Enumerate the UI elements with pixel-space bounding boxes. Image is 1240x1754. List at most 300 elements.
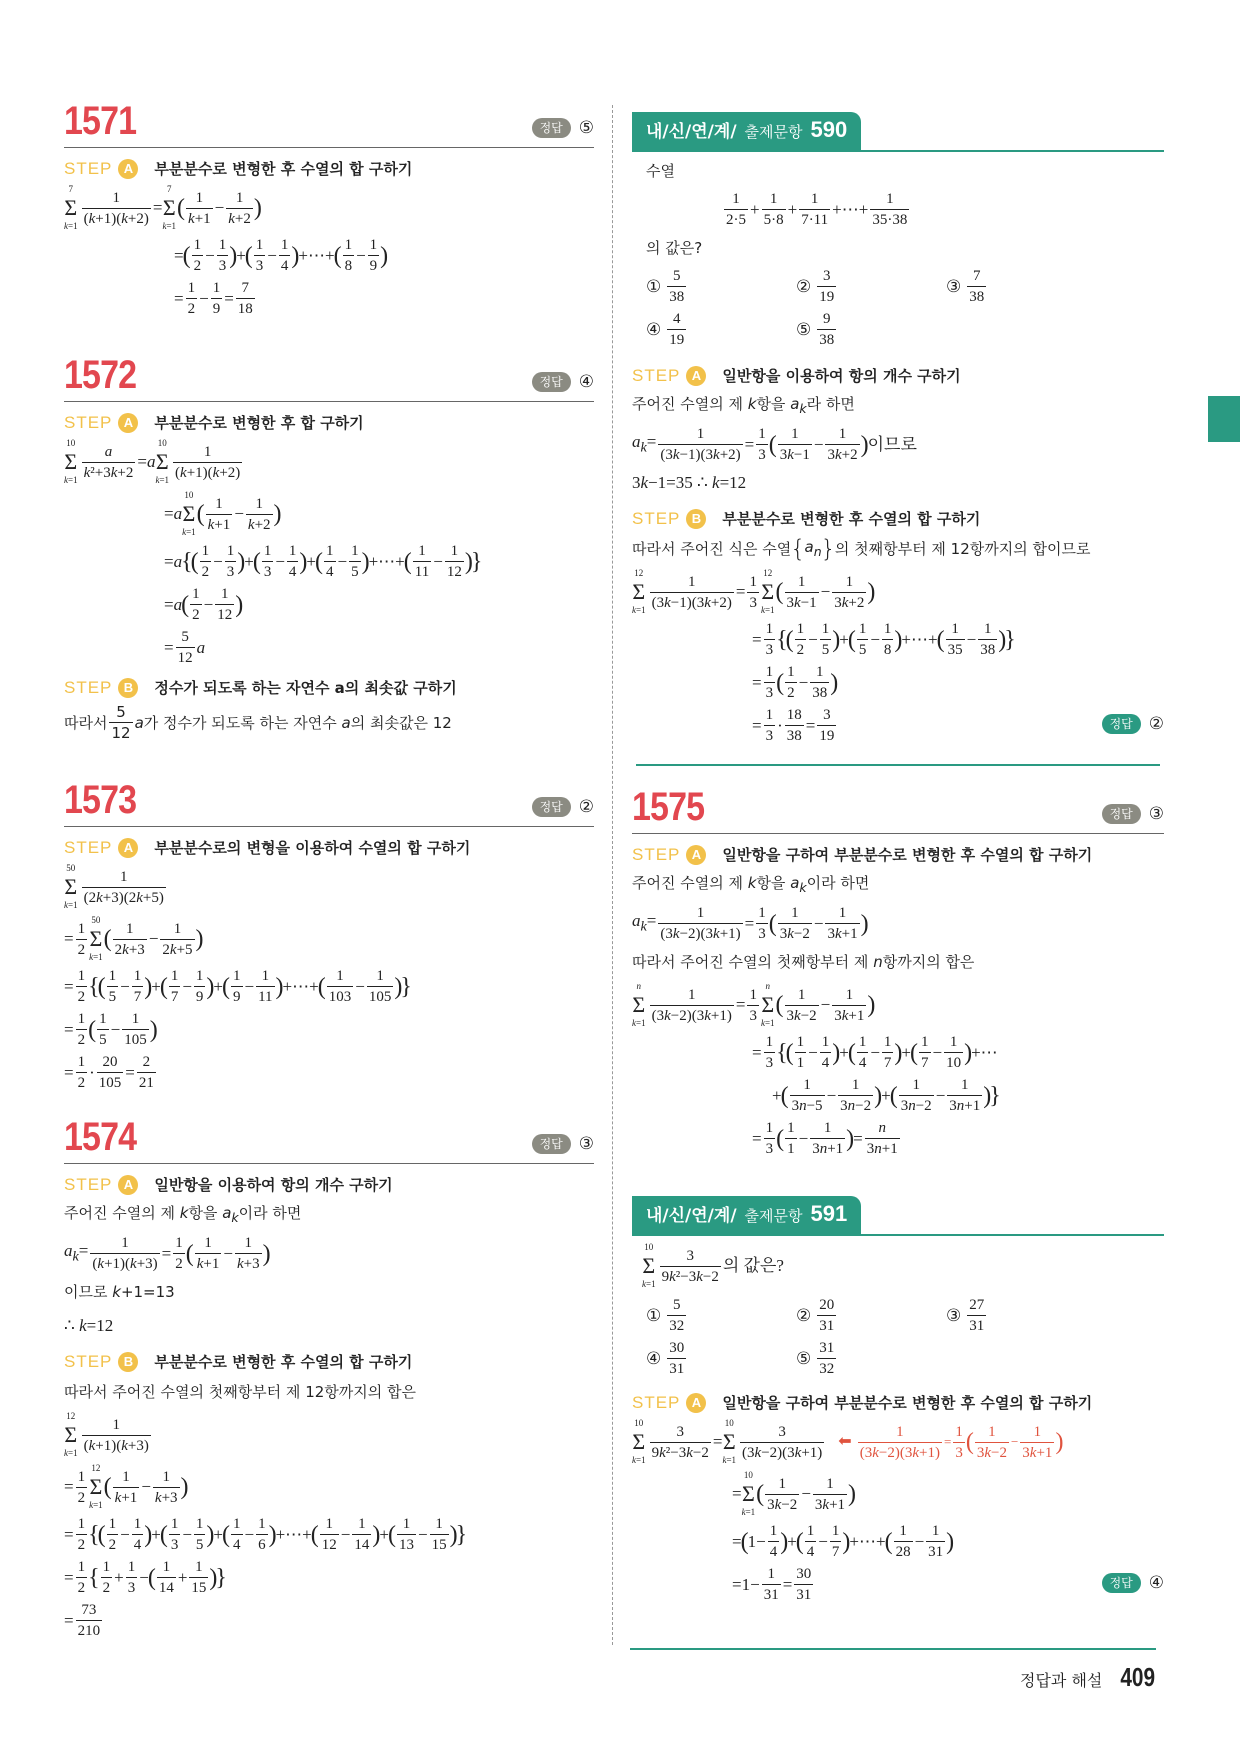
fraction: $\frac{1}{31}$ xyxy=(928,1523,944,1560)
answer-value: ③ xyxy=(1148,804,1164,824)
answer xyxy=(532,371,594,393)
fraction: $\frac{1}{1}$ xyxy=(796,1034,805,1071)
fraction: $\frac{1}{2}$ xyxy=(77,968,86,1005)
fraction: $\frac{1}{5\cdot 8}$ xyxy=(763,191,784,228)
step-title: 부분분수로 변형한 후 수열의 합 구하기 xyxy=(722,510,981,528)
step-b xyxy=(64,677,594,699)
fraction: $\frac{1}{14}$ xyxy=(158,1559,174,1596)
fraction: $\frac{1}{3}$ xyxy=(127,1559,136,1596)
fraction: $\frac{1}{7}$ xyxy=(170,968,179,1005)
fraction: $\frac{7}{38}$ xyxy=(969,268,985,305)
fraction: $\frac{5}{12}$ xyxy=(111,703,131,742)
fraction: $\frac{1}{9}$ xyxy=(233,968,241,1005)
text-line: 주어진 수열의 제 k항을 $a_k$라 하면 xyxy=(632,394,855,416)
fraction: $\frac{1}{3k-2}$ xyxy=(976,1423,1007,1461)
math-line: =a 10 Σ k=1 ( $\frac{1}{k+1}$ − $\frac{1}{k+2}$ ) xyxy=(164,490,282,537)
fraction: $\frac{1}{12}$ xyxy=(217,586,233,623)
math-line: 10 Σ k=1 $\frac{a}{\text{k²+3k+2}}$ =a 10 Σ k=1 $\frac{1}{(k+1)(k+2)}$ xyxy=(64,438,241,485)
math-line xyxy=(64,863,594,911)
text-line: 따라서 주어진 수열의 첫째항부터 제 n항까지의 합은 xyxy=(632,953,975,971)
math-line: = $\frac{1}{3}$ · $\frac{18}{38}$ = $\frac{3}{19}$ xyxy=(752,707,835,744)
fraction: $\frac{1}{3k-2}$ xyxy=(767,1475,798,1513)
answer-value: ④ xyxy=(578,372,594,392)
problem-header xyxy=(64,1112,594,1164)
fraction: $\frac{1}{3k+2}$ xyxy=(834,573,865,611)
fraction: $\frac{73}{210}$ xyxy=(77,1602,101,1639)
fraction: $\frac{1}{2}$ xyxy=(175,1235,183,1272)
step-a-icon: A xyxy=(118,838,138,858)
step-label: STEP xyxy=(64,159,113,178)
fraction: $\frac{1}{2}$ xyxy=(187,280,196,317)
fraction: $\frac{1}{2}$ xyxy=(102,1559,111,1596)
fraction: $\frac{1}{3k+1}$ xyxy=(1022,1423,1053,1461)
problem-1572 xyxy=(64,350,594,742)
choice-3: ③ $\frac{7}{38}$ xyxy=(946,268,985,305)
fraction: $\frac{1}{4}$ xyxy=(806,1523,815,1560)
fraction: $\frac{1}{9}$ xyxy=(212,280,221,317)
fraction: $\frac{31}{32}$ xyxy=(819,1340,835,1377)
related-sub: 출제문항 xyxy=(744,1207,803,1225)
fraction: $\frac{1}{28}$ xyxy=(895,1523,911,1560)
step-label: STEP xyxy=(632,1393,681,1412)
choice-4: ④ $\frac{4}{19}$ xyxy=(646,311,685,348)
last-row xyxy=(632,1561,1164,1604)
fraction: $\frac{1}{(3k-2)(3k+1)}$ xyxy=(859,1423,940,1461)
sigma: 12 Σ k=1 xyxy=(64,1411,78,1458)
answer xyxy=(532,1133,594,1155)
fraction: $\frac{1}{31}$ xyxy=(763,1566,779,1603)
fraction: $\frac{1}{10}$ xyxy=(946,1034,962,1071)
problem-1574 xyxy=(64,1112,594,1640)
math-line: = $\frac{1}{2}$ · $\frac{20}{105}$ = $\frac{2}{21}$ xyxy=(64,1054,154,1091)
fraction: $\frac{1}{(3k-2)(3k+1)}$ xyxy=(660,905,741,942)
fraction: $\frac{1}{3}$ xyxy=(226,543,235,580)
question-ask: 의 값은? xyxy=(646,239,703,257)
step-label: STEP xyxy=(632,366,681,385)
fraction: $\frac{1}{7\cdot 11}$ xyxy=(801,191,829,228)
step-title: 정수가 되도록 하는 자연수 a의 최솟값 구하기 xyxy=(154,679,457,697)
step-title: 일반항을 구하여 부분분수로 변형한 후 수열의 합 구하기 xyxy=(722,1394,1093,1412)
step-b-icon: B xyxy=(118,1352,138,1372)
fraction: $\frac{1}{3k+2}$ xyxy=(827,426,858,463)
fraction: $\frac{1}{7}$ xyxy=(831,1523,840,1560)
fraction: $\frac{1}{3n-2}$ xyxy=(840,1077,872,1114)
answer-value: ② xyxy=(1148,713,1164,734)
fraction: $\frac{1}{4}$ xyxy=(133,1516,142,1553)
step-label: STEP xyxy=(64,1352,113,1371)
page-number: 409 xyxy=(1120,1662,1156,1692)
math-line: n Σ k=1 $\frac{1}{(3k-2)(3k+1)}$ = $\frac{1}{3}$ n Σ k=1 ( $\frac{1}{3k-2}$ − $\frac{1}{3k+1}$ ) xyxy=(632,981,876,1028)
fraction: $\frac{1}{(k+1)(k+3)}$ xyxy=(92,1235,158,1272)
fraction: $\frac{1}{3}$ xyxy=(955,1423,963,1461)
math-line: = $\frac{1}{2}$ { ( $\frac{1}{5}$ − $\frac{1}{7}$ ) + ( $\frac{1}{7}$ − $\frac{1}{9}$ ) + ( $\frac{1}{9}$ − $\frac{1}{11}$ ) +⋯+ ( $\frac{1}{103}$ − $\frac{1}{105}$ ) } xyxy=(64,968,412,1005)
answer-value: ② xyxy=(578,797,594,817)
choice-1: ① $\frac{5}{32}$ xyxy=(646,1297,685,1334)
related-question-tab xyxy=(632,112,861,150)
fraction: $\frac{1}{8}$ xyxy=(883,621,892,658)
sigma: 10 Σ k=1 xyxy=(155,438,170,485)
answer-value: ④ xyxy=(1148,1572,1164,1593)
math-line: 3k−1=35 ∴ k=12 xyxy=(632,473,747,492)
step-b-icon: B xyxy=(686,509,706,529)
sigma: 7 Σ k=1 xyxy=(64,184,78,231)
math-line: = $\frac{73}{210}$ xyxy=(64,1602,101,1639)
fraction: $\frac{1}{4}$ xyxy=(821,1034,830,1071)
fraction: $\frac{1}{3k-1}$ xyxy=(786,573,817,611)
sigma: 10 Σ k=1 xyxy=(642,1242,656,1289)
choice-1: ① $\frac{5}{38}$ xyxy=(646,268,685,305)
answer-badge: 정답 xyxy=(532,372,571,392)
fraction: $\frac{1}{3}$ xyxy=(765,664,774,701)
step-title: 부분분수로의 변형을 이용하여 수열의 합 구하기 xyxy=(154,839,471,857)
fraction: $\frac{1}{2}$ xyxy=(77,1516,86,1553)
arrow-left-icon: ⬅ xyxy=(838,1433,852,1450)
problem-number: 1574 xyxy=(64,1115,137,1159)
fraction: $\frac{1}{3n-5}$ xyxy=(791,1077,823,1114)
fraction: $\frac{1}{8}$ xyxy=(344,237,353,274)
choices xyxy=(632,267,1164,349)
fraction: $\frac{4}{19}$ xyxy=(669,311,685,348)
answer xyxy=(1102,803,1164,825)
sigma: 10 Σ k=1 xyxy=(632,1418,646,1465)
math-line: = ( $\frac{1}{2}$ − $\frac{1}{3}$ ) + ( $\frac{1}{3}$ − $\frac{1}{4}$ ) +⋯+ ( $\frac{1}{8}$ − $\frac{1}{9}$ ) xyxy=(174,237,389,274)
math-line: = $\frac{1}{3}$ { ( $\frac{1}{2}$ − $\frac{1}{5}$ ) + ( $\frac{1}{5}$ − $\frac{1}{8}$ ) +⋯+ ( $\frac{1}{35}$ − $\frac{1}{38}$ ) } xyxy=(752,621,1016,658)
problem-1575 xyxy=(632,782,1164,1158)
math-line: = $\frac{1}{3}$ { ( $\frac{1}{1}$ − $\frac{1}{4}$ ) + ( $\frac{1}{4}$ − $\frac{1}{7}$ ) + ( $\frac{1}{7}$ − $\frac{1}{10}$ ) +⋯ xyxy=(752,1034,998,1071)
sigma: 10 Σ k=1 xyxy=(741,1470,756,1517)
fraction: $\frac{1}{k+3}$ xyxy=(154,1468,178,1506)
math-line: = $\frac{1}{2}$ − $\frac{1}{9}$ = $\frac{7}{18}$ xyxy=(174,280,253,317)
sigma: 12 Σ k=1 xyxy=(760,568,775,615)
choice-2: ② $\frac{20}{31}$ xyxy=(796,1297,835,1334)
fraction: $\frac{1}{3}$ xyxy=(218,237,227,274)
answer-badge: 정답 xyxy=(1102,714,1141,734)
fraction: $\frac{1}{3}$ xyxy=(765,621,774,658)
math-line: = $\frac{5}{12}$ a xyxy=(164,629,206,666)
fraction: $\frac{3}{\text{9k²−3k−2}}$ xyxy=(651,1423,709,1461)
fraction: $\frac{1}{5}$ xyxy=(108,968,117,1005)
answer-badge: 정답 xyxy=(532,1134,571,1154)
fraction: $\frac{1}{3}$ xyxy=(749,573,757,611)
fraction: $\frac{1}{12}$ xyxy=(446,543,462,580)
related-label: 내/신/연/계/ xyxy=(646,1206,737,1226)
related-sub: 출제문항 xyxy=(744,123,803,141)
sigma: 10 Σ k=1 xyxy=(182,490,196,537)
question-intro: 수열 xyxy=(646,162,675,180)
step-label: STEP xyxy=(64,678,113,697)
fraction: $\frac{1}{3n-2}$ xyxy=(900,1077,932,1114)
problem-header xyxy=(64,96,594,148)
fraction: $\frac{5}{12}$ xyxy=(177,629,193,666)
fraction: $\frac{n}{3n+1}$ xyxy=(866,1120,898,1157)
answer xyxy=(532,796,594,818)
fraction: $\frac{1}{11}$ xyxy=(258,968,273,1005)
fraction: $\frac{1}{35\cdot 38}$ xyxy=(872,191,908,228)
chapter-side-tab xyxy=(1208,396,1240,442)
fraction: $\frac{1}{12}$ xyxy=(321,1516,337,1553)
fraction: $\frac{1}{k+3}$ xyxy=(236,1235,260,1272)
answer-value: ⑤ xyxy=(578,118,594,138)
related-question-tab xyxy=(632,1196,861,1234)
fraction: $\frac{1}{7}$ xyxy=(133,968,142,1005)
math-line: = $\frac{1}{2}$ { ( $\frac{1}{2}$ − $\frac{1}{4}$ ) + ( $\frac{1}{3}$ − $\frac{1}{5}$ ) + ( $\frac{1}{4}$ − $\frac{1}{6}$ ) +⋯+ ( $\frac{1}{12}$ − $\frac{1}{14}$ ) + ( $\frac{1}{13}$ − $\frac{1}{15}$ ) } xyxy=(64,1516,468,1553)
fraction: $\frac{7}{18}$ xyxy=(237,280,253,317)
problem-number: 1575 xyxy=(632,785,705,829)
fraction: $\frac{1}{3k-1}$ xyxy=(779,426,810,463)
step-label: STEP xyxy=(64,838,113,857)
fraction: $\frac{1}{k+1}$ xyxy=(188,189,211,227)
step-a-icon: A xyxy=(686,1393,706,1413)
choice-4: ④ $\frac{30}{31}$ xyxy=(646,1340,685,1377)
step-label: STEP xyxy=(632,509,681,528)
fraction: $\frac{1}{4}$ xyxy=(280,237,289,274)
step-b xyxy=(632,508,1164,530)
math-line: $a_k=$ $\frac{1}{(3k-2)(3k+1)}$ = $\frac{1}{3}$ ( $\frac{1}{3k-2}$ − $\frac{1}{3k+1}$ ) xyxy=(632,905,869,942)
fraction: $\frac{1}{3}$ xyxy=(749,986,757,1024)
step-a xyxy=(64,412,594,434)
fraction: $\frac{1}{3k+1}$ xyxy=(834,986,865,1024)
sigma: 50 Σ k=1 xyxy=(89,915,103,962)
math-line: 7 Σ k=1 $\frac{1}{(k+1)(k+2)}$ = 7 Σ k=1 ( $\frac{1}{k+1}$ − $\frac{1}{k+2}$ ) xyxy=(64,184,262,231)
fraction: $\frac{1}{2\cdot 5}$ xyxy=(726,191,746,228)
step-b xyxy=(64,1351,594,1373)
math-line: = $\frac{1}{2}$ { $\frac{1}{2}$ + $\frac{1}{3}$ − ( $\frac{1}{14}$ + $\frac{1}{15}$ ) } xyxy=(64,1559,227,1596)
step-title: 일반항을 구하여 부분분수로 변형한 후 수열의 합 구하기 xyxy=(722,846,1093,864)
fraction: $\frac{1}{(2k+3)(2k+5)}$ xyxy=(83,868,164,906)
choice-2: ② $\frac{3}{19}$ xyxy=(796,268,835,305)
fraction: $\frac{1}{(k+1)(k+2)}$ xyxy=(83,189,149,227)
answer-badge: 정답 xyxy=(1102,804,1141,824)
math-line-with-note xyxy=(632,1418,1164,1466)
section-end-line xyxy=(630,1648,1156,1650)
fraction: $\frac{1}{3k+1}$ xyxy=(827,905,858,942)
answer xyxy=(1102,713,1164,735)
fraction: $\frac{1}{9}$ xyxy=(369,237,378,274)
fraction: $\frac{18}{38}$ xyxy=(786,707,802,744)
related-number: 590 xyxy=(810,117,848,142)
fraction: $\frac{2}{21}$ xyxy=(138,1054,154,1091)
related-question-590 xyxy=(632,112,1164,745)
related-label: 내/신/연/계/ xyxy=(646,122,737,142)
answer-badge: 정답 xyxy=(532,797,571,817)
fraction: $\frac{1}{(3k-1)(3k+2)}$ xyxy=(660,426,741,463)
fraction: $\frac{1}{3}$ xyxy=(758,426,766,463)
fraction: $\frac{1}{2}$ xyxy=(77,1468,86,1506)
fraction: $\frac{1}{2k+5}$ xyxy=(162,920,193,958)
fraction: $\frac{1}{2}$ xyxy=(77,1054,86,1091)
sigma: n Σ k=1 xyxy=(760,981,775,1028)
step-a-icon: A xyxy=(686,366,706,386)
fraction: $\frac{1}{3k+1}$ xyxy=(814,1475,846,1513)
step-title: 일반항을 이용하여 항의 개수 구하기 xyxy=(722,367,961,385)
step-a-icon: A xyxy=(686,845,706,865)
fraction: $\frac{1}{5}$ xyxy=(821,621,830,658)
math-line: $a_k=$ $\frac{1}{(3k-1)(3k+2)}$ = $\frac{1}{3}$ ( $\frac{1}{3k-1}$ − $\frac{1}{3k+2}$ ) 이므로 xyxy=(632,426,917,463)
last-row xyxy=(632,702,1164,745)
math-line: =a ( $\frac{1}{2}$ − $\frac{1}{12}$ ) xyxy=(164,586,244,623)
fraction: $\frac{1}{(k+1)(k+2)}$ xyxy=(175,443,241,481)
sigma: 10 Σ k=1 xyxy=(64,438,78,485)
related-question-header xyxy=(632,112,1164,152)
fraction: $\frac{1}{13}$ xyxy=(398,1516,414,1553)
step-title: 일반항을 이용하여 항의 개수 구하기 xyxy=(154,1176,393,1194)
step-label: STEP xyxy=(64,413,113,432)
fraction: $\frac{5}{32}$ xyxy=(669,1297,685,1334)
related-number: 591 xyxy=(810,1201,848,1226)
fraction: $\frac{1}{4}$ xyxy=(233,1516,241,1553)
answer xyxy=(532,117,594,139)
step-a-icon: A xyxy=(118,159,138,179)
math-line: ∴ k=12 xyxy=(64,1316,114,1335)
step-a-icon: A xyxy=(118,413,138,433)
fraction: $\frac{1}{11}$ xyxy=(414,543,430,580)
question-expression: 10 Σ k=1 $\frac{3}{\text{9k²−3k−2}}$ 의 값은? xyxy=(642,1242,784,1289)
problem-header xyxy=(64,350,594,402)
fraction: $\frac{9}{38}$ xyxy=(819,311,835,348)
sigma: 12 Σ k=1 xyxy=(632,568,646,615)
fraction: $\frac{1}{k+1}$ xyxy=(114,1468,138,1506)
fraction: $\frac{1}{k+2}$ xyxy=(247,495,271,533)
answer-badge: 정답 xyxy=(1102,1573,1141,1593)
text-line: 따라서 주어진 수열의 첫째항부터 제 12항까지의 합은 xyxy=(64,1383,416,1401)
step-title: 부분분수로 변형한 후 수열의 합 구하기 xyxy=(154,160,413,178)
answer-badge: 정답 xyxy=(532,118,571,138)
fraction: $\frac{1}{2}$ xyxy=(787,664,795,701)
choices xyxy=(632,1296,1164,1378)
step-a xyxy=(64,837,594,859)
fraction: $\frac{1}{3}$ xyxy=(758,905,766,942)
fraction: $\frac{1}{15}$ xyxy=(431,1516,447,1553)
fraction: $\frac{1}{2}$ xyxy=(77,1011,86,1048)
fraction: $\frac{a}{\text{k²+3k+2}}$ xyxy=(83,443,134,481)
fraction: $\frac{3}{19}$ xyxy=(819,707,835,744)
fraction: $\frac{1}{15}$ xyxy=(191,1559,207,1596)
problem-number: 1573 xyxy=(64,778,137,822)
step-a xyxy=(632,1392,1164,1414)
fraction: $\frac{1}{5}$ xyxy=(99,1011,107,1048)
sigma: 50 Σ k=1 xyxy=(64,863,78,910)
math-line: 12 Σ k=1 $\frac{1}{(3k-1)(3k+2)}$ = $\frac{1}{3}$ 12 Σ k=1 ( $\frac{1}{3k-1}$ − $\frac{1}{3k+2}$ ) xyxy=(632,568,876,615)
fraction: $\frac{1}{2}$ xyxy=(108,1516,117,1553)
section-end-line xyxy=(636,764,1160,766)
fraction: $\frac{3}{\text{9k²−3k−2}}$ xyxy=(661,1247,719,1285)
fraction: $\frac{1}{1}$ xyxy=(787,1120,795,1157)
step-a xyxy=(632,844,1164,866)
related-question-header xyxy=(632,1196,1164,1236)
fraction: $\frac{5}{38}$ xyxy=(669,268,685,305)
sigma: 12 Σ k=1 xyxy=(89,1463,103,1510)
fraction: $\frac{1}{3}$ xyxy=(765,1034,774,1071)
problem-header xyxy=(64,775,594,827)
fraction: $\frac{1}{3n+1}$ xyxy=(949,1077,981,1114)
math-line: = $\frac{1}{2}$ 12 Σ k=1 ( $\frac{1}{k+1}$ − $\frac{1}{k+3}$ ) xyxy=(64,1463,189,1510)
step-a-icon: A xyxy=(118,1175,138,1195)
step-label: STEP xyxy=(632,845,681,864)
choice-5: ⑤ $\frac{9}{38}$ xyxy=(796,311,835,348)
fraction: $\frac{1}{3}$ xyxy=(263,543,272,580)
text-line: 따라서 $\frac{5}{12}$ a가 정수가 되도록 하는 자연수 a의 최솟값은 12 xyxy=(64,703,452,742)
fraction: $\frac{1}{9}$ xyxy=(195,968,204,1005)
question-expression: $\frac{1}{2\cdot 5}$ + $\frac{1}{5\cdot 8}$ + $\frac{1}{7\cdot 11}$ +⋯+ $\frac{1}{35\cdot 38}$ xyxy=(726,191,908,228)
math-line: 10 Σ k=1 $\frac{3}{\text{9k²−3k−2}}$ = 10 Σ k=1 $\frac{3}{(3k-2)(3k+1)}$ xyxy=(632,1418,823,1465)
fraction: $\frac{1}{(3k-1)(3k+2)}$ xyxy=(651,573,732,611)
step-title: 부분분수로 변형한 후 수열의 합 구하기 xyxy=(154,1353,413,1371)
step-title: 부분분수로 변형한 후 합 구하기 xyxy=(154,414,364,432)
math-line: =1− $\frac{1}{31}$ = $\frac{30}{31}$ xyxy=(732,1566,812,1603)
footer-title: 정답과 해설 xyxy=(1020,1671,1103,1690)
fraction: $\frac{1}{7}$ xyxy=(883,1034,892,1071)
fraction: $\frac{1}{3}$ xyxy=(170,1516,179,1553)
related-question-591 xyxy=(632,1196,1164,1604)
fraction: $\frac{1}{3k-2}$ xyxy=(786,986,817,1024)
fraction: $\frac{1}{5}$ xyxy=(858,621,867,658)
fraction: $\frac{1}{3n+1}$ xyxy=(812,1120,844,1157)
answer-value: ③ xyxy=(578,1134,594,1154)
fraction: $\frac{1}{2}$ xyxy=(77,1559,86,1596)
fraction: $\frac{1}{k+1}$ xyxy=(196,1235,220,1272)
fraction: $\frac{1}{3}$ xyxy=(255,237,264,274)
text-line: 이므로 k+1=13 xyxy=(64,1283,175,1301)
answer xyxy=(1102,1572,1164,1594)
step-a xyxy=(64,158,594,180)
text-line: 따라서 주어진 식은 수열 { $a_n$ } 의 첫째항부터 제 12항까지의 합이므로 xyxy=(632,535,1091,563)
math-line xyxy=(64,1411,594,1459)
sigma: n Σ k=1 xyxy=(632,981,646,1028)
fraction: $\frac{1}{k+1}$ xyxy=(207,495,231,533)
problem-1571 xyxy=(64,96,594,318)
math-line: = ( 1− $\frac{1}{4}$ ) + ( $\frac{1}{4}$ − $\frac{1}{7}$ ) +⋯+ ( $\frac{1}{28}$ − $\frac{1}{31}$ ) xyxy=(732,1523,955,1560)
sigma: 10 Σ k=1 xyxy=(722,1418,737,1465)
step-b-icon: B xyxy=(118,678,138,698)
column-divider xyxy=(612,105,613,1645)
fraction: $\frac{1}{2k+3}$ xyxy=(114,920,145,958)
sigma: 7 Σ k=1 xyxy=(162,184,177,231)
fraction: $\frac{1}{6}$ xyxy=(258,1516,266,1553)
problem-number: 1571 xyxy=(64,99,137,143)
note-formula: $\frac{1}{(3k-2)(3k+1)}$ = $\frac{1}{3}$ ( $\frac{1}{3k-2}$ − $\frac{1}{3k+1}$ ) xyxy=(859,1423,1064,1461)
fraction: $\frac{1}{(3k-2)(3k+1)}$ xyxy=(651,986,732,1024)
step-label: STEP xyxy=(64,1175,113,1194)
problem-number: 1572 xyxy=(64,353,137,397)
math-line: = $\frac{1}{3}$ ( $\frac{1}{2}$ − $\frac{1}{38}$ ) xyxy=(752,664,839,701)
fraction: $\frac{1}{2}$ xyxy=(192,586,200,623)
text-line: 주어진 수열의 제 k항을 $a_k$이라 하면 xyxy=(632,873,870,895)
fraction: $\frac{1}{(k+1)(k+3)}$ xyxy=(83,1416,149,1454)
fraction: $\frac{1}{38}$ xyxy=(812,664,828,701)
fraction: $\frac{1}{4}$ xyxy=(858,1034,867,1071)
fraction: $\frac{1}{105}$ xyxy=(368,968,392,1005)
fraction: $\frac{1}{3}$ xyxy=(765,707,774,744)
math-line: = $\frac{1}{2}$ ( $\frac{1}{5}$ − $\frac{1}{105}$ ) xyxy=(64,1011,158,1048)
fraction: $\frac{1}{105}$ xyxy=(124,1011,147,1048)
fraction: $\frac{1}{103}$ xyxy=(328,968,352,1005)
math-line: = 10 Σ k=1 ( $\frac{1}{3k-2}$ − $\frac{1}{3k+1}$ ) xyxy=(732,1470,857,1517)
fraction: $\frac{1}{2}$ xyxy=(796,621,805,658)
page-footer xyxy=(1020,1662,1160,1692)
problem-1573 xyxy=(64,775,594,1092)
fraction: $\frac{1}{2}$ xyxy=(201,543,210,580)
math-line: =a { ( $\frac{1}{2}$ − $\frac{1}{3}$ ) + ( $\frac{1}{3}$ − $\frac{1}{4}$ ) + ( $\frac{1}{4}$ − $\frac{1}{5}$ ) +⋯+ ( $\frac{1}{11}$ − $\frac{1}{12}$ ) } xyxy=(164,543,483,580)
fraction: $\frac{1}{35}$ xyxy=(947,621,963,658)
fraction: $\frac{1}{38}$ xyxy=(980,621,996,658)
fraction: $\frac{1}{3k-2}$ xyxy=(779,905,810,942)
choice-3: ③ $\frac{27}{31}$ xyxy=(946,1297,985,1334)
fraction: $\frac{1}{5}$ xyxy=(195,1516,204,1553)
fraction: $\frac{1}{2}$ xyxy=(193,237,202,274)
choice-5: ⑤ $\frac{31}{32}$ xyxy=(796,1340,835,1377)
fraction: $\frac{1}{k+2}$ xyxy=(228,189,251,227)
fraction: $\frac{30}{31}$ xyxy=(796,1566,812,1603)
